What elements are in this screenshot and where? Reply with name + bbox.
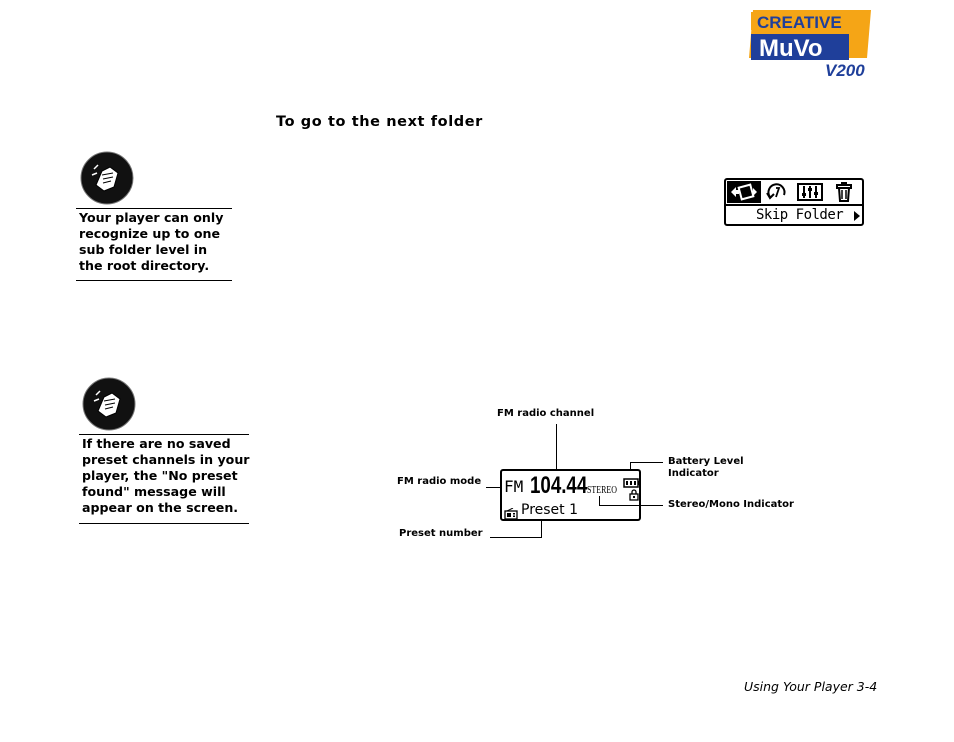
skip-folder-label: Skip Folder: [756, 207, 844, 223]
trash-icon: [833, 181, 855, 203]
note-line: Your player can only: [79, 210, 224, 225]
callout-line-preset-v: [541, 520, 542, 538]
note-line: If there are no saved: [82, 436, 231, 451]
section-heading: To go to the next folder: [276, 114, 483, 130]
callout-line-mode: [486, 487, 500, 488]
note-line: recognize up to one: [79, 226, 221, 241]
note-line: sub folder level in: [79, 242, 208, 257]
callout-preset-number: Preset number: [399, 528, 483, 539]
logo-model: V200: [825, 61, 865, 78]
stereo-indicator: STEREO: [587, 484, 617, 496]
callout-fm-channel: FM radio channel: [497, 408, 595, 419]
callout-line-battery-h: [630, 462, 663, 463]
fm-radio-screen: [500, 469, 641, 521]
note-hand-icon: [80, 151, 134, 205]
callout-battery-level: [668, 456, 744, 480]
callout-line-stereo-h: [599, 505, 663, 506]
note-divider-top: [79, 434, 249, 435]
skip-folder-screen: [724, 178, 864, 226]
lock-icon: [629, 486, 639, 498]
equalizer-icon: [796, 181, 824, 203]
note-hand-icon: [82, 377, 136, 431]
repeat-icon: [764, 181, 790, 203]
note-line: found" message will: [82, 484, 226, 499]
logo-product: MuVo: [759, 35, 823, 62]
note-line: the root directory.: [79, 258, 210, 273]
callout-line-text: Battery Level: [668, 456, 744, 467]
note-line: appear on the screen.: [82, 500, 239, 515]
callout-stereo-mono: Stereo/Mono Indicator: [668, 499, 794, 510]
note-line: player, the "No preset: [82, 468, 238, 483]
screen-divider: [726, 204, 862, 206]
note-divider-bottom: [76, 280, 232, 281]
right-arrow-icon: [854, 211, 860, 221]
note-text-folder: [79, 210, 223, 274]
creative-muvo-logo: [749, 10, 873, 78]
callout-line-battery-v: [630, 462, 631, 471]
page-footer: Using Your Player 3-4: [744, 679, 878, 694]
note-text-preset: [82, 436, 250, 516]
callout-line-stereo-v: [599, 496, 600, 505]
radio-preset-icon: [504, 505, 518, 517]
battery-icon: [623, 473, 641, 483]
callout-fm-mode: FM radio mode: [397, 476, 482, 487]
logo-brand: CREATIVE: [757, 13, 842, 32]
folder-skip-icon: [727, 181, 761, 203]
note-divider-bottom: [79, 523, 249, 524]
preset-label: Preset 1: [521, 502, 579, 518]
callout-line-preset-h: [490, 537, 542, 538]
note-divider-top: [76, 208, 232, 209]
fm-frequency: 104.44: [530, 472, 588, 499]
fm-mode-text: FM: [504, 477, 524, 496]
callout-line-channel: [556, 424, 557, 470]
note-line: preset channels in your: [82, 452, 250, 467]
callout-line-text: Indicator: [668, 468, 719, 479]
